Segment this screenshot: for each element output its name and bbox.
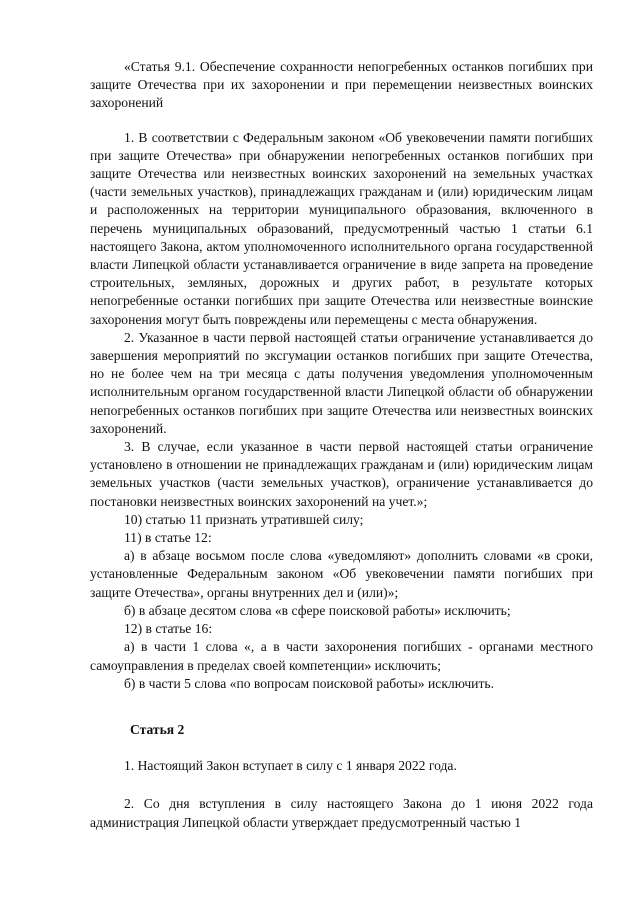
amendment-item-12: 12) в статье 16: bbox=[124, 621, 213, 637]
amendment-item-10: 10) статью 11 признать утратившей силу; bbox=[124, 511, 364, 527]
article-9-1-part-2: 2. Указанное в части первой настоящей статьи ограничение устанавливается до завершения мероприятий по эксгумации останков погибших при защите Отечества, но не более чем на три месяца с даты получения уведомления уполномоченным исполнительным органом государственной власти Липецкой области об обнаружении непогребенных останков погибших при защите Отечества или неизвестных воинских захоронений. bbox=[90, 329, 593, 436]
amendment-item-12-a: а) в части 1 слова «, а в части захоронения погибших - органами местного самоуправления в пределах своей компетенции» исключить; bbox=[90, 639, 593, 673]
article-9-1-title: «Статья 9.1. Обеспечение сохранности непогребенных останков погибших при защите Отечества при их захоронении и при перемещении неизвестных воинских захоронений bbox=[90, 59, 593, 111]
article-2-heading: Статья 2 bbox=[130, 721, 185, 737]
article-9-1-part-1: 1. В соответствии с Федеральным законом «Об увековечении памяти погибших при защите Отечества» при обнаружении непогребенных останков погибших при защите Отечества или неизвестных воинских захоронений на земельных участках (части земельных участков), принадлежащих гражданам и (или) юридическим лицам и расположенных на территории муниципального образования, включенного в перечень муниципальных образований, предусмотренный частью 1 статьи 6.1 настоящего Закона, актом уполномоченного исполнительного органа государственной власти Липецкой области устанавливается ограничение в виде запрета на проведение строительных, земляных, дорожных и других работ, в результате которых непогребенные останки погибших при защите Отечества или неизвестные воинские захоронения могут быть повреждены или перемещены с места обнаружения. bbox=[90, 129, 593, 327]
amendment-item-11-a: а) в абзаце восьмом после слова «уведомляют» дополнить словами «в сроки, установленные Федеральным законом «Об увековечении памяти погибших при защите Отечества», органы внутренних дел и (или)»; bbox=[90, 548, 593, 600]
article-2-part-2: 2. Со дня вступления в силу настоящего Закона до 1 июня 2022 года администрация Липецкой области утверждает предусмотренный частью 1 bbox=[90, 796, 593, 830]
amendment-item-12-b: б) в части 5 слова «по вопросам поисковой работы» исключить. bbox=[124, 675, 494, 691]
amendment-item-11: 11) в статье 12: bbox=[124, 530, 212, 546]
article-2-part-1: 1. Настоящий Закон вступает в силу с 1 января 2022 года. bbox=[124, 758, 457, 774]
article-9-1-part-3: 3. В случае, если указанное в части первой настоящей статьи ограничение установлено в отношении не принадлежащих гражданам и (или) юридическим лицам земельных участков (части земельных участков), ограничение устанавливается до постановки неизвестных воинских захоронений на учет.»; bbox=[90, 439, 593, 509]
amendment-item-11-b: б) в абзаце десятом слова «в сфере поисковой работы» исключить; bbox=[124, 602, 511, 618]
